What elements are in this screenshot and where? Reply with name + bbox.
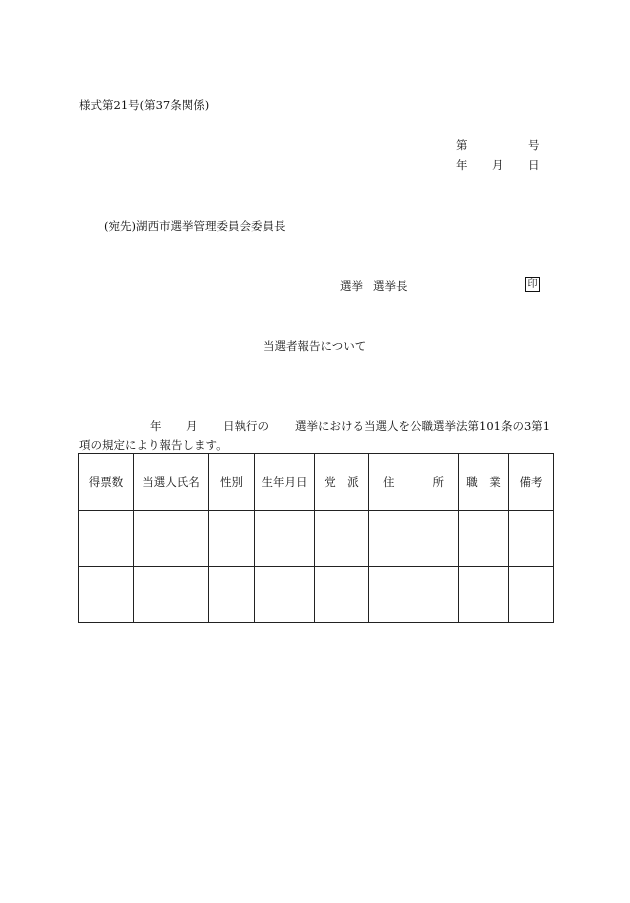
report-table <box>78 453 554 623</box>
col-header-votes: 得票数 <box>79 454 134 511</box>
col-header-party: 党 派 <box>315 454 369 511</box>
table-cell[interactable] <box>255 511 315 567</box>
table-cell[interactable] <box>255 567 315 623</box>
col-header-address <box>369 454 459 511</box>
table-cell[interactable] <box>369 511 459 567</box>
table-cell[interactable] <box>509 511 554 567</box>
table-cell[interactable] <box>315 567 369 623</box>
table-cell[interactable] <box>509 567 554 623</box>
table-row <box>79 567 554 623</box>
col-header-name: 当選人氏名 <box>134 454 209 511</box>
table-cell[interactable] <box>134 511 209 567</box>
sender-name: 選挙長 <box>373 279 408 293</box>
col-header-birthdate: 生年月日 <box>255 454 315 511</box>
col-header-sex: 性別 <box>209 454 255 511</box>
table-cell[interactable] <box>459 567 509 623</box>
col-header-remarks: 備考 <box>509 454 554 511</box>
date-month-label: 月 <box>492 158 504 172</box>
col-header-occupation: 職 業 <box>459 454 509 511</box>
seal-stamp: 印 <box>525 277 540 292</box>
col-header-address-part1: 住 <box>383 475 395 489</box>
table-row <box>79 511 554 567</box>
date-year-label: 年 <box>456 158 468 172</box>
body-month-label: 月 <box>186 419 198 433</box>
subject-title: 当選者報告について <box>263 339 367 353</box>
col-header-address-part2: 所 <box>432 475 444 489</box>
table-cell[interactable] <box>79 511 134 567</box>
table-cell[interactable] <box>369 567 459 623</box>
body-day-exec-label: 日執行の <box>223 419 269 433</box>
table-cell[interactable] <box>315 511 369 567</box>
body-main-text: 選挙における当選人を公職選挙法第101条の3第1 <box>295 419 551 433</box>
table-cell[interactable] <box>79 567 134 623</box>
table-cell[interactable] <box>209 511 255 567</box>
doc-number-suffix: 号 <box>528 138 540 152</box>
doc-number-prefix: 第 <box>456 138 468 152</box>
date-day-label: 日 <box>528 158 540 172</box>
sender-line <box>340 278 408 294</box>
table-header-row <box>79 454 554 511</box>
form-number: 様式第21号(第37条関係) <box>79 98 210 112</box>
table-cell[interactable] <box>459 511 509 567</box>
table-cell[interactable] <box>134 567 209 623</box>
body-year-label: 年 <box>150 419 162 433</box>
table-cell[interactable] <box>209 567 255 623</box>
addressee: (宛先)湖西市選挙管理委員会委員長 <box>104 219 286 233</box>
sender-title: 選挙 <box>340 279 363 293</box>
body-line-2: 項の規定により報告します。 <box>79 438 228 452</box>
